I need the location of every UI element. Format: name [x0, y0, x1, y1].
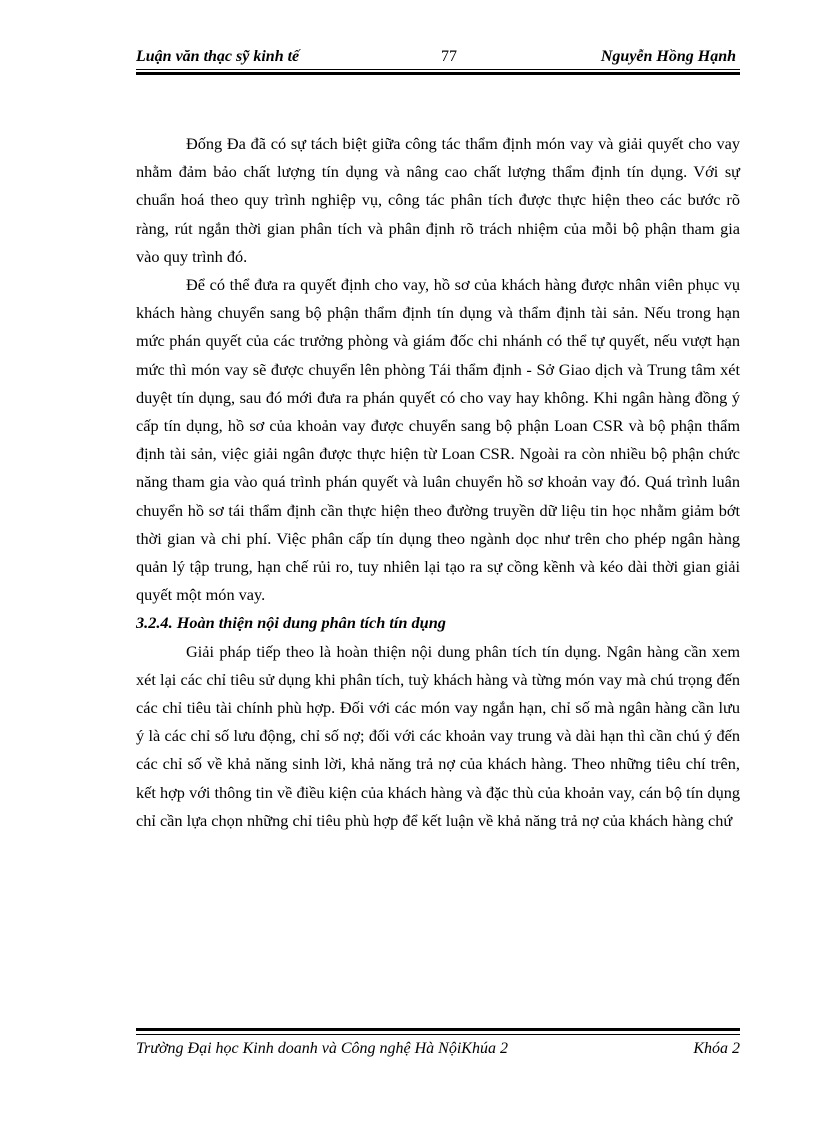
- page-body: [136, 130, 740, 835]
- page-footer: [136, 1040, 740, 1062]
- header-thesis-title: Luận văn thạc sỹ kinh tế: [136, 48, 300, 65]
- header-rule-thick: [136, 72, 740, 75]
- page-number: 77: [441, 48, 457, 65]
- section-paragraph: Giải pháp tiếp theo là hoàn thiện nội dung phân tích tín dụng. Ngân hàng cần xem xét lại các chỉ tiêu sử dụng khi phân tích, tuỳ khách hàng và từng món vay mà chú trọng đến các chỉ tiêu tài chính phù hợp. Đối với các món vay ngắn hạn, chỉ số mà ngân hàng cần lưu ý là các chỉ số lưu động, chỉ số nợ; đối với các khoản vay trung và dài hạn thì cần chú ý đến các chỉ số về khả năng sinh lời, khả năng trả nợ của khách hàng. Theo những tiêu chí trên, kết hợp với thông tin về điều kiện của khách hàng và đặc thù của khoản vay, cán bộ tín dụng chỉ cần lựa chọn những chỉ tiêu phù hợp để kết luận về khả năng trả nợ của khách hàng chứ: [136, 641, 740, 830]
- section-heading: 3.2.4. Hoàn thiện nội dung phân tích tín dụng: [136, 613, 446, 633]
- paragraph-2: Để có thể đưa ra quyết định cho vay, hồ sơ của khách hàng được nhân viên phục vụ khách hàng chuyển sang bộ phận thẩm định tín dụng và thẩm định tài sản. Nếu trong hạn mức phán quyết của các trưởng phòng và giám đốc chi nhánh có thể tự quyết, nếu vượt hạn mức thì món vay sẽ được chuyển lên phòng Tái thẩm định - Sở Giao dịch và Trung tâm xét duyệt tín dụng, sau đó mới đưa ra phán quyết có cho vay hay không. Khi ngân hàng đồng ý cấp tín dụng, hồ sơ của khoản vay được chuyển sang bộ phận Loan CSR và bộ phận thẩm định tài sản, việc giải ngân được thực hiện từ Loan CSR. Ngoài ra còn nhiều bộ phận chức năng tham gia vào quá trình phán quyết và luân chuyển hồ sơ khoản vay đó. Quá trình luân chuyển hồ sơ tái thẩm định cần thực hiện theo đường truyền dữ liệu tin học nhằm giảm bớt thời gian và chi phí. Việc phân cấp tín dụng theo ngành dọc như trên cho phép ngân hàng quản lý tập trung, hạn chế rủi ro, tuy nhiên lại tạo ra sự cồng kềnh và kéo dài thời gian giải quyết một món vay.: [136, 275, 740, 605]
- footer-rule-thick: [136, 1028, 740, 1031]
- footer-rule-thin: [136, 1034, 740, 1035]
- footer-course: Khóa 2: [693, 1040, 740, 1057]
- header-author: Nguyễn Hồng Hạnh: [600, 48, 736, 65]
- header-rule-thin: [136, 69, 740, 70]
- page-header: [136, 46, 736, 68]
- footer-university: Trường Đại học Kinh doanh và Công nghệ Hà NộiKhúa 2: [136, 1040, 508, 1057]
- paragraph-1: Đống Đa đã có sự tách biệt giữa công tác thẩm định món vay và giải quyết cho vay nhằm đảm bảo chất lượng tín dụng và nâng cao chất lượng thẩm định tín dụng. Với sự chuẩn hoá theo quy trình nghiệp vụ, công tác phân tích được thực hiện theo các bước rõ ràng, rút ngắn thời gian phân tích và phân định rõ trách nhiệm của mỗi bộ phận tham gia vào quy trình đó.: [136, 134, 740, 266]
